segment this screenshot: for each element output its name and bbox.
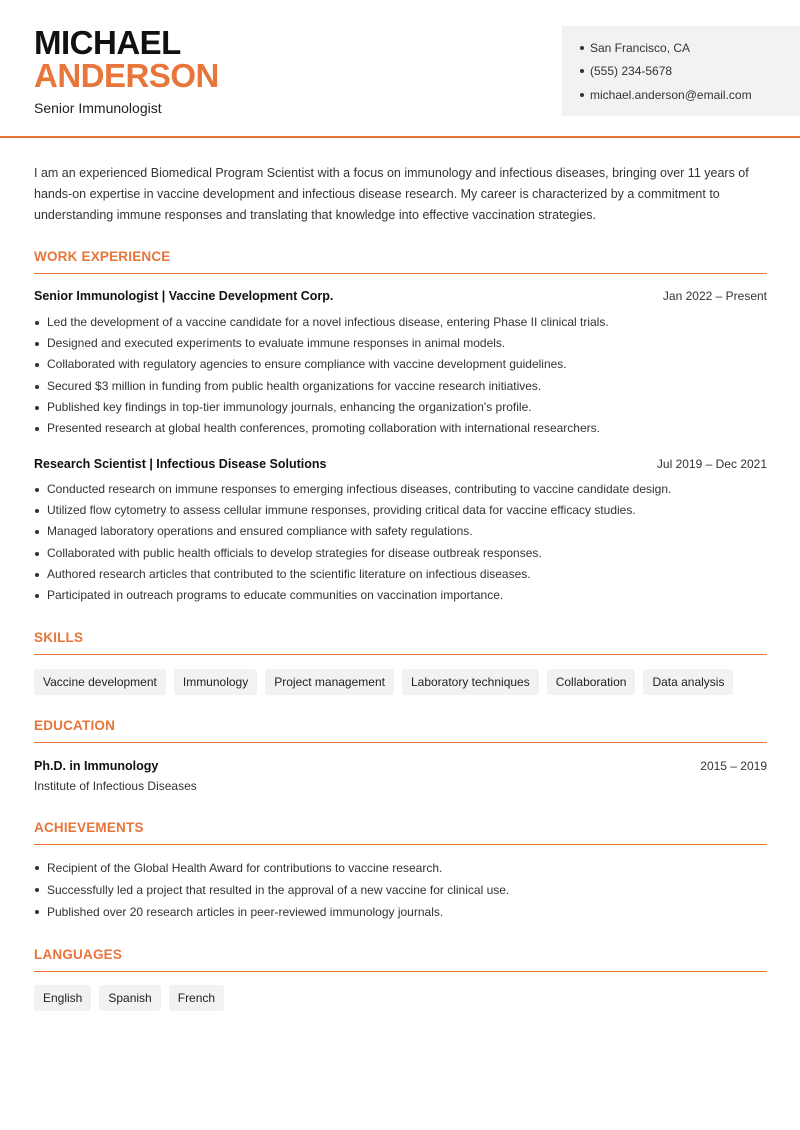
job-title-1: Senior Immunologist | Vaccine Development Corp. bbox=[34, 289, 334, 303]
list-item: Published key findings in top-tier immunology journals, enhancing the organization's profile. bbox=[34, 397, 774, 418]
skill-tag: Vaccine development bbox=[34, 669, 166, 695]
job-bullets-2 bbox=[34, 479, 774, 606]
job-title: Senior Immunologist bbox=[34, 100, 162, 116]
education-degree: Ph.D. in Immunology bbox=[34, 759, 159, 773]
education-heading: EDUCATION bbox=[34, 718, 767, 743]
contact-location: San Francisco, CA bbox=[580, 41, 690, 55]
language-tags bbox=[34, 985, 224, 1011]
list-item: Presented research at global health conferences, promoting collaboration with international researchers. bbox=[34, 418, 774, 439]
list-item: Managed laboratory operations and ensured compliance with safety regulations. bbox=[34, 521, 774, 542]
summary-paragraph: I am an experienced Biomedical Program Scientist with a focus on immunology and infectious diseases, bringing over 11 years of hands-on expertise in vaccine development and infectious disease research. My career is characterized by a commitment to understanding immune responses and translating that knowledge into effective vaccination strategies. bbox=[34, 166, 749, 222]
list-item: Secured $3 million in funding from public health organizations for vaccine research initiatives. bbox=[34, 376, 774, 397]
contact-email[interactable]: michael.anderson@email.com bbox=[580, 88, 752, 102]
skills-tags bbox=[34, 669, 733, 695]
skill-tag: Laboratory techniques bbox=[402, 669, 539, 695]
work-experience-heading: WORK EXPERIENCE bbox=[34, 249, 767, 274]
list-item: Recipient of the Global Health Award for contributions to vaccine research. bbox=[34, 857, 774, 879]
skill-tag: Immunology bbox=[174, 669, 257, 695]
job-dates-2: Jul 2019 – Dec 2021 bbox=[656, 457, 767, 471]
list-item: Authored research articles that contributed to the scientific literature on infectious diseases. bbox=[34, 564, 774, 585]
first-name: MICHAEL bbox=[34, 24, 181, 61]
resume-header bbox=[0, 0, 800, 138]
list-item: Successfully led a project that resulted in the approval of a new vaccine for clinical use. bbox=[34, 879, 774, 901]
achievements-heading: ACHIEVEMENTS bbox=[34, 820, 767, 845]
job-dates-1: Jan 2022 – Present bbox=[662, 289, 767, 303]
languages-heading: LANGUAGES bbox=[34, 947, 767, 972]
contact-phone: (555) 234-5678 bbox=[580, 64, 672, 78]
last-name: ANDERSON bbox=[34, 57, 219, 94]
language-tag: French bbox=[169, 985, 224, 1011]
language-tag: Spanish bbox=[99, 985, 160, 1011]
skill-tag: Project management bbox=[265, 669, 394, 695]
job-bullets-1 bbox=[34, 312, 774, 439]
skill-tag: Data analysis bbox=[643, 669, 733, 695]
list-item: Collaborated with regulatory agencies to ensure compliance with vaccine development guidelines. bbox=[34, 354, 774, 375]
education-institution: Institute of Infectious Diseases bbox=[34, 779, 197, 793]
list-item: Published over 20 research articles in peer-reviewed immunology journals. bbox=[34, 901, 774, 923]
list-item: Conducted research on immune responses to emerging infectious diseases, contributing to vaccine candidate design. bbox=[34, 479, 774, 500]
job-title-2: Research Scientist | Infectious Disease Solutions bbox=[34, 457, 327, 471]
skills-heading: SKILLS bbox=[34, 630, 767, 655]
list-item: Utilized flow cytometry to assess cellular immune responses, providing critical data for vaccine efficacy studies. bbox=[34, 500, 774, 521]
contact-box bbox=[562, 26, 800, 116]
list-item: Designed and executed experiments to evaluate immune responses in animal models. bbox=[34, 333, 774, 354]
language-tag: English bbox=[34, 985, 91, 1011]
skill-tag: Collaboration bbox=[547, 669, 636, 695]
list-item: Led the development of a vaccine candidate for a novel infectious disease, entering Phase II clinical trials. bbox=[34, 312, 774, 333]
list-item: Participated in outreach programs to educate communities on vaccination importance. bbox=[34, 585, 774, 606]
education-dates: 2015 – 2019 bbox=[700, 759, 767, 773]
achievements-list bbox=[34, 857, 774, 923]
list-item: Collaborated with public health officials to develop strategies for disease outbreak responses. bbox=[34, 543, 774, 564]
